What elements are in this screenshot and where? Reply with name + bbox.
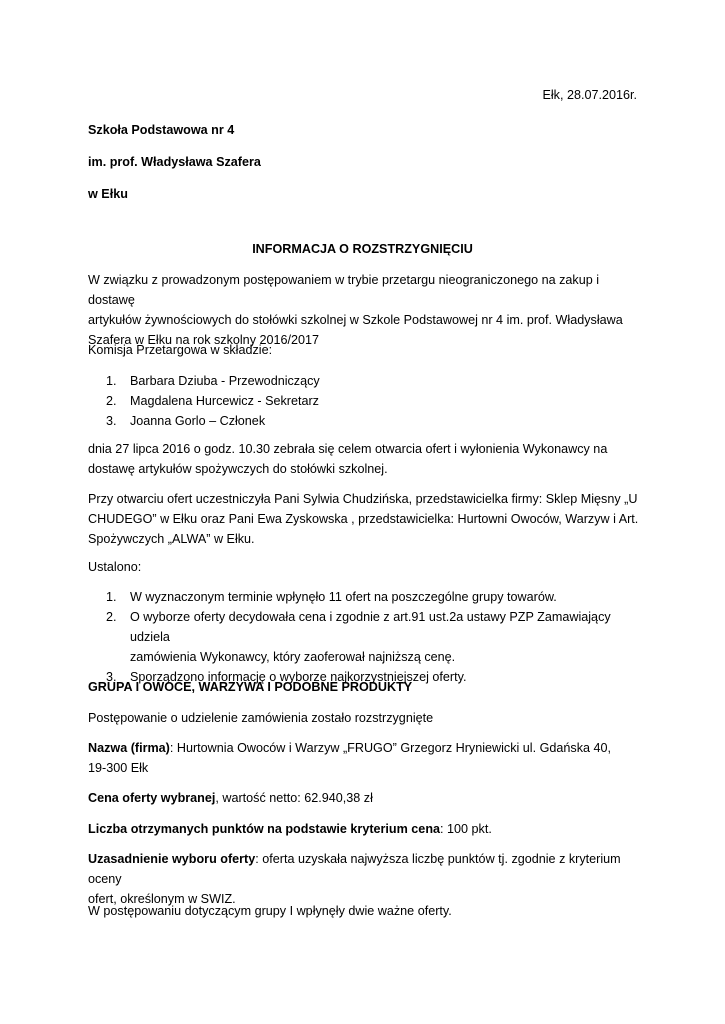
group1-justification: Uzasadnienie wyboru oferty: oferta uzyskała najwyższa liczbę punktów tj. zgodnie z kryterium oceny ofert, określonym w SWIZ.	[88, 852, 621, 906]
list-item: 1. W wyznaczonym terminie wpłynęło 11 ofert na poszczególne grupy towarów.	[106, 590, 557, 604]
company-value: : Hurtownia Owoców i Warzyw „FRUGO” Grzegorz Hryniewicki ul. Gdańska 40,	[169, 741, 612, 755]
commission-heading: Komisja Przetargowa w składzie:	[88, 343, 273, 357]
date-place: Ełk, 28.07.2016r.	[542, 88, 637, 102]
group1-price: Cena oferty wybranej, wartość netto: 62.940,38 zł	[88, 791, 373, 805]
list-item: 3. Joanna Gorlo – Członek	[106, 414, 266, 428]
established-list	[88, 587, 648, 687]
group1-status: Postępowanie o udzielenie zamówienia zostało rozstrzygnięte	[88, 711, 434, 725]
intro-paragraph	[88, 270, 648, 350]
list-item: 2. Magdalena Hurcewicz - Sekretarz	[106, 394, 319, 408]
group1-points: Liczba otrzymanych punktów na podstawie kryterium cena: 100 pkt.	[88, 822, 492, 836]
company-label: Nazwa (firma)	[88, 741, 170, 755]
group1-heading: GRUPA I OWOCE, WARZYWA I PODOBNE PRODUKTY	[88, 680, 413, 694]
commission-list	[88, 371, 648, 431]
list-item: 3. Sporządzono informację o wyborze najkorzystniejszej oferty.	[106, 670, 467, 684]
intro-line: W związku z prowadzonym postępowaniem w trybie przetargu nieograniczonego na zakup i dostawę	[88, 273, 600, 307]
list-item: 2. O wyborze oferty decydowała cena i zgodnie z art.91 ust.2a ustawy PZP Zamawiający udziela zamówienia Wykonawcy, który zaoferował najniższą cenę.	[106, 610, 611, 664]
established-heading: Ustalono:	[88, 560, 142, 574]
intro-line: Szafera w Ełku na rok szkolny 2016/2017	[88, 333, 320, 347]
meeting-paragraph: dnia 27 lipca 2016 o godz. 10.30 zebrała się celem otwarcia ofert i wyłonienia Wykonawcy na dostawę artykułów spożywczych do stołówki szkolnej.	[88, 442, 608, 476]
school-name-line2: im. prof. Władysława Szafera	[88, 155, 261, 169]
list-item: 1. Barbara Dziuba - Przewodniczący	[106, 374, 320, 388]
school-name-line3: w Ełku	[88, 187, 128, 201]
group1-offers-note: W postępowaniu dotyczącym grupy I wpłynęły dwie ważne oferty.	[88, 904, 452, 918]
school-name-line1: Szkoła Podstawowa nr 4	[88, 123, 235, 137]
attendance-paragraph: Przy otwarciu ofert uczestniczyła Pani Sylwia Chudzińska, przedstawicielka firmy: Sklep Mięsny „U CHUDEGO” w Ełku oraz Pani Ewa Zyskowska , przedstawicielka: Hurtowni Owoców, Warzyw i Art. Spożywczych „ALWA” w Ełku.	[88, 492, 639, 546]
intro-line: artykułów żywnościowych do stołówki szkolnej w Szkole Podstawowej nr 4 im. prof. Władysława	[88, 313, 623, 327]
document-title: INFORMACJA O ROZSTRZYGNIĘCIU	[252, 242, 473, 256]
group1-company: Nazwa (firma): Hurtownia Owoców i Warzyw „FRUGO” Grzegorz Hryniewicki ul. Gdańska 40, 19-300 Ełk	[88, 741, 612, 775]
